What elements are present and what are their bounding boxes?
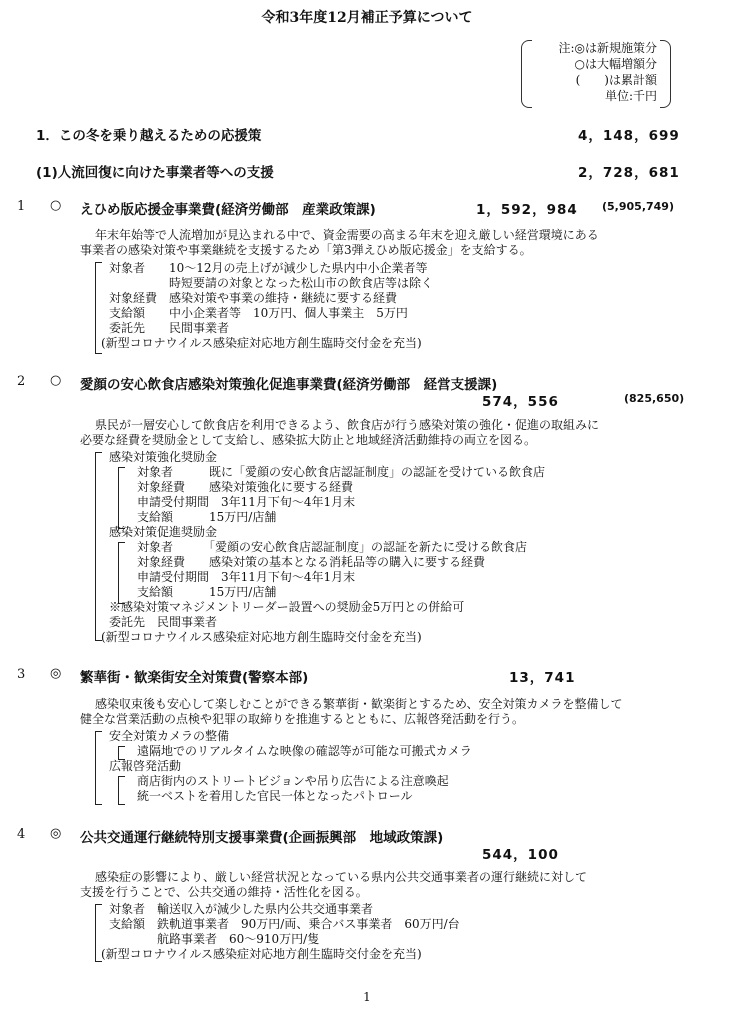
detail-bracket	[95, 452, 102, 641]
detail-line: 時短要請の対象となった松山市の飲食店等は除く	[109, 276, 434, 290]
item-number: 2	[17, 374, 26, 389]
item-description: 支援を行うことで、公共交通の維持・活性化を図る。	[80, 885, 368, 899]
detail-line: 安全対策カメラの整備	[109, 729, 230, 743]
legend-left-paren	[521, 40, 532, 108]
item-cumulative: (825,650)	[624, 392, 685, 405]
detail-line: 委託先 民間事業者	[109, 321, 230, 335]
item-title: 公共交通運行継続特別支援事業費(企画振興部 地域政策課)	[80, 830, 444, 846]
item-mark: ◎	[50, 826, 62, 841]
legend-line: 注:◎は新規施策分	[558, 41, 657, 55]
item-amount: 544，100	[482, 847, 559, 863]
legend-line: 単位:千円	[604, 89, 657, 103]
item-description: 健全な営業活動の点検や犯罪の取締りを推進するとともに、広報啓発活動を行う。	[80, 712, 525, 726]
item-description: 県民が一層安心して飲食店を利用できるよう、飲食店が行う感染対策の強化・促進の取組みに	[95, 418, 600, 432]
detail-line: 感染対策促進奨励金	[109, 525, 218, 539]
item-description: 事業者の感染対策や事業継続を支援するため「第3弾えひめ版応援金」を支給する。	[80, 243, 532, 257]
detail-line: (新型コロナウイルス感染症対応地方創生臨時交付金を充当)	[101, 630, 422, 644]
section-heading: 1．この冬を乗り越えるための応援策	[36, 128, 262, 144]
item-mark: ○	[50, 198, 62, 213]
detail-line: 統一ベストを着用した官民一体となったパトロール	[125, 789, 413, 803]
item-title: 愛顔の安心飲食店感染対策強化促進事業費(経済労働部 経営支援課)	[80, 377, 498, 393]
item-title: 繁華街・歓楽街安全対策費(警察本部)	[80, 670, 309, 686]
item-cumulative: (5,905,749)	[602, 200, 674, 213]
detail-line: 航路事業者 60～910万円/隻	[109, 932, 320, 946]
detail-line: 対象者 既に「愛顔の安心飲食店認証制度」の認証を受けている飲食店	[125, 465, 546, 479]
detail-sub-bracket	[118, 776, 125, 805]
detail-line: 対象経費 感染対策や事業の維持・継続に要する経費	[109, 291, 398, 305]
item-amount: 13，741	[509, 670, 576, 686]
item-mark: ◎	[50, 666, 62, 681]
detail-sub-bracket	[118, 467, 125, 529]
subsection-heading: (1)人流回復に向けた事業者等への支援	[36, 165, 274, 181]
detail-line: 対象者 10～12月の売上げが減少した県内中小企業者等	[109, 261, 428, 275]
detail-sub-bracket	[118, 746, 125, 760]
legend-box	[521, 40, 671, 108]
document-title: 令和3年度12月補正予算について	[261, 10, 473, 26]
detail-line: 申請受付期間 3年11月下旬～4年1月末	[125, 495, 356, 509]
detail-line: 対象経費 感染対策の基本となる消耗品等の購入に要する経費	[125, 555, 486, 569]
detail-line: 対象者 輸送収入が減少した県内公共交通事業者	[109, 902, 374, 916]
section-amount: 4，148，699	[578, 128, 680, 144]
detail-line: 委託先 民間事業者	[109, 615, 218, 629]
detail-line: 支給額 15万円/店舗	[125, 510, 277, 524]
item-amount: 574，556	[482, 394, 559, 410]
detail-line: 遠隔地でのリアルタイムな映像の確認等が可能な可搬式カメラ	[125, 744, 472, 758]
item-mark: ○	[50, 373, 62, 388]
detail-line: 感染対策強化奨励金	[109, 450, 218, 464]
page-number: 1	[363, 990, 371, 1004]
detail-bracket	[95, 731, 102, 805]
detail-line: 対象者 「愛顔の安心飲食店認証制度」の認証を新たに受ける飲食店	[125, 540, 528, 554]
detail-line: 支給額 中小企業者等 10万円、個人事業主 5万円	[109, 306, 408, 320]
detail-line: 支給額 15万円/店舗	[125, 585, 277, 599]
item-description: 必要な経費を奨励金として支給し、感染拡大防止と地域経済活動維持の両立を図る。	[80, 433, 537, 447]
item-description: 年末年始等で人流増加が見込まれる中で、資金需要の高まる年末を迎え厳しい経営環境にある	[95, 228, 599, 242]
detail-line: 支給額 鉄軌道事業者 90万円/両、乗合バス事業者 60万円/台	[109, 917, 460, 931]
detail-line: ※感染対策マネジメントリーダー設置への奨励金5万円との併給可	[109, 600, 465, 614]
legend-line: ( )は累計額	[575, 73, 657, 87]
item-title: えひめ版応援金事業費(経済労働部 産業政策課)	[80, 202, 376, 218]
detail-sub-bracket	[118, 542, 125, 604]
item-description: 感染収束後も安心して楽しむことができる繁華街・歓楽街とするため、安全対策カメラを整備して	[95, 697, 623, 711]
detail-line: 広報啓発活動	[109, 759, 182, 773]
legend-right-paren	[660, 40, 671, 108]
legend-line: ○は大幅増額分	[574, 57, 657, 71]
detail-line: 申請受付期間 3年11月下旬～4年1月末	[125, 570, 356, 584]
detail-line: 商店街内のストリートビジョンや吊り広告による注意喚起	[125, 774, 449, 788]
item-description: 感染症の影響により、厳しい経営状況となっている県内公共交通事業者の運行継続に対して	[95, 870, 588, 884]
item-number: 3	[17, 667, 26, 682]
item-number: 4	[17, 827, 26, 842]
item-amount: 1，592，984	[476, 202, 578, 218]
detail-line: 対象経費 感染対策強化に要する経費	[125, 480, 354, 494]
detail-line: (新型コロナウイルス感染症対応地方創生臨時交付金を充当)	[101, 947, 422, 961]
detail-line: (新型コロナウイルス感染症対応地方創生臨時交付金を充当)	[101, 336, 422, 350]
item-number: 1	[17, 199, 26, 214]
subsection-amount: 2，728，681	[578, 165, 680, 181]
